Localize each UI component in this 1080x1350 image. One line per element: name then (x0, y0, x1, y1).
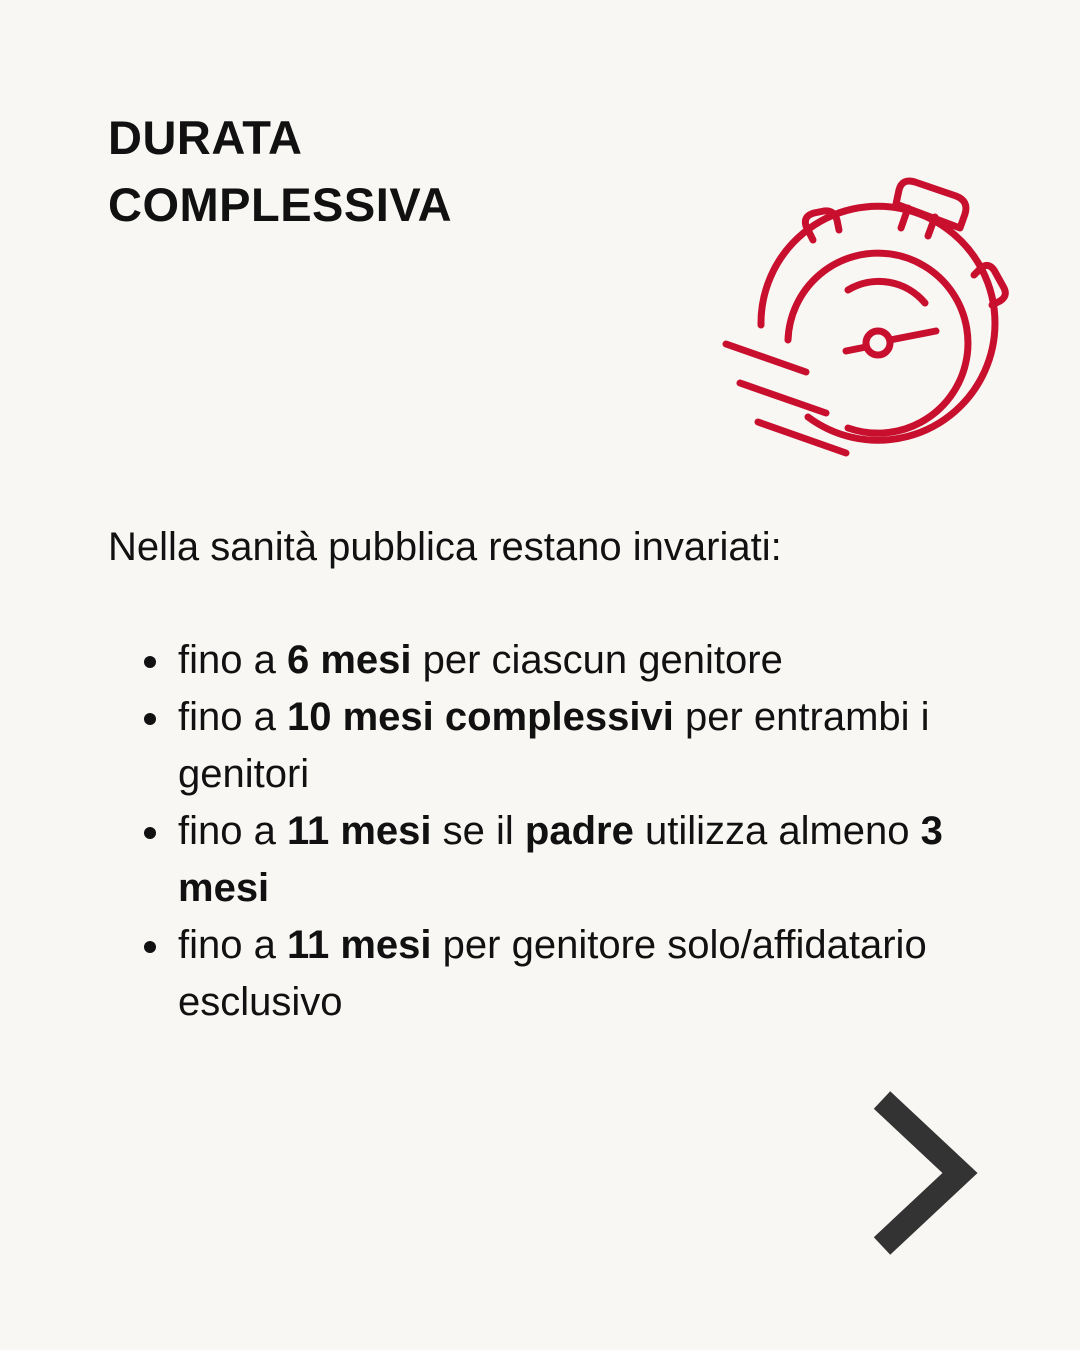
item-bold-text: 11 mesi (286, 923, 432, 967)
item-bold-text: padre (524, 809, 634, 853)
item-text: per ciascun genitore (411, 638, 783, 682)
item-text: utilizza almeno (633, 809, 921, 853)
item-text: fino a (178, 809, 287, 853)
bullet-dot (144, 827, 156, 839)
list-item (178, 803, 958, 917)
item-text: per genitore solo/affidatario esclusivo (178, 923, 927, 1024)
item-bold-text: 3 mesi (178, 809, 943, 910)
list-item (178, 689, 958, 803)
list-item (178, 632, 958, 689)
item-bold-text: 6 mesi (286, 638, 412, 682)
bullet-dot (144, 713, 156, 725)
item-text: per entrambi i genitori (178, 695, 930, 796)
bullet-dot (144, 656, 156, 668)
bullet-list (178, 632, 958, 1031)
title-line-1: DURATA (108, 111, 303, 164)
item-text: fino a (178, 638, 287, 682)
item-text: fino a (178, 695, 287, 739)
item-bold-text: 11 mesi (286, 809, 432, 853)
item-bold-text: 10 mesi complessivi (286, 695, 674, 739)
intro-text: Nella sanità pubblica restano invariati: (108, 525, 782, 569)
item-text: fino a (178, 923, 287, 967)
title-line-2: COMPLESSIVA (108, 178, 453, 231)
page-title (108, 104, 452, 238)
list-item (178, 917, 958, 1031)
chevron-right-icon[interactable] (862, 1088, 982, 1258)
stopwatch-icon (718, 170, 1018, 470)
bullet-dot (144, 941, 156, 953)
item-text: se il (431, 809, 525, 853)
